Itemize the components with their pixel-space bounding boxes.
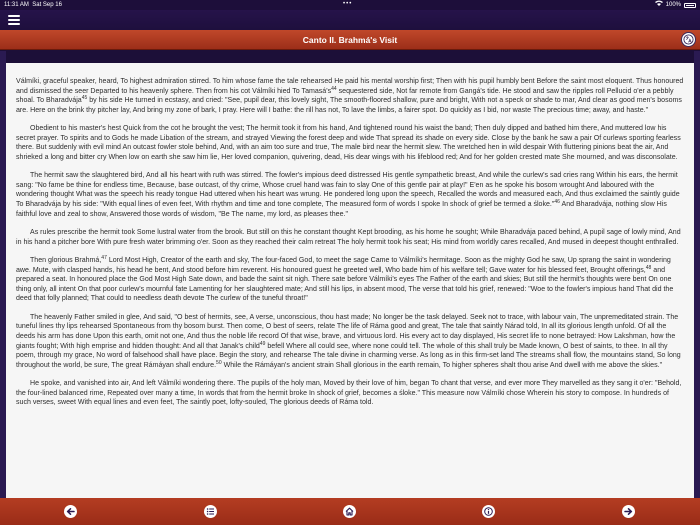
footnote-ref[interactable]: 45 (81, 95, 88, 102)
paragraph-text: befell Where all could see, where none could tell. The whole of this shall truly be Made known, O best of saints, to thee. In all thy poem, through my grace, No word of falsehood shall have place. Begin the story, and rehearse The tale divine in charming verse. As long as in this firm-set land The streams shall flow, the mountains stand, So long throughout the world, be sure, The great Rámáyan shall endure. (16, 342, 681, 369)
forward-arrow-icon[interactable] (622, 505, 635, 518)
paragraph-text: Obedient to his master's hest Quick from the cot he brought the vest; The hermit took it from his hand, And tightened round his waist the band; Then duly dipped and bathed him there, And muttered low his secret prayer. To spirits and to Gods he made Libation of the stream, and strayed Viewing the forest deep and wide That spread its shade on every side. Close by the bank he saw a pair Of curlews sporting fearless there. But suddenly with evil mind An outcast fowler stole behind, And, with an aim too sure and true, The male bird near the hermit slew. The wretched hen in wild despair With fluttering pinions beat the air, And shrieked a long and bitter cry When low on earth she saw him lie, Her loved companion, quivering, dead, His dear wings with his lifeblood red; And for her golden crested mate She mourned, and was disconsolate. (16, 125, 681, 161)
translate-icon[interactable] (681, 32, 696, 47)
back-arrow-icon[interactable] (64, 505, 77, 518)
paragraph (16, 77, 684, 115)
paragraph (16, 313, 684, 370)
paragraph-text: As rules prescribe the hermit took Some lustral water from the brook. But still on this he constant thought Kept brooding, as his home he sought; While Bharadvája paced behind, A pupil sage of lowly mind, And in his hand a pitcher bore With pure fresh water brimming o'er. Soon as they reached their calm retreat The holy hermit took his seat; His mind from worldly cares recalled, And mused in deepest thought enthralled. (16, 229, 681, 246)
paragraph (16, 256, 684, 304)
paragraph-text: sequestered side, Not far remote from Gangá's tide. He stood and saw the ripples roll Pellucid o'er a pebbly shoal. To Bharadvája (16, 87, 674, 105)
footnote-ref[interactable]: 44 (331, 85, 337, 92)
footnote-ref[interactable]: 50 (216, 359, 222, 366)
paragraph-text: Válmíki, graceful speaker, heard, To highest admiration stirred. To him whose fame the tale rehearsed He paid his mental worship first; Then with his pupil humbly bent Before the saint most eloquent. Thus honoured and dismissed the seer Departed to his heavenly sphere. Then from his cot Válmíki hied To Tamasá's (16, 78, 684, 95)
paragraph-text: The hermit saw the slaughtered bird, And all his heart with ruth was stirred. The fowler's impious deed distressed His gentle sympathetic breast, And while the curlew's sad cries rang Within his ears, the hermit sang: "No fame be thine for endless time, Because, base outcast, of thy crime, Whose cruel hand was fain to slay One of this gentle pair at play!" E'en as he spoke his bosom wrought And laboured with the wondering thought What was the speech his ready tongue Had uttered when his heart was wrung. He pondered long upon the speech, Recalled the words and measured each, And thus exclaimed the saintly guide To Bharadvája by his side: "With equal lines of even feet, With rhythm and time and tone complete, The measured form of words I spoke In shock of grief be termed a śloke." (16, 172, 680, 209)
paragraph-text: The heavenly Father smiled in glee, And said, "O best of hermits, see, A verse, unconscious, thou hast made; No longer be the task delayed. Seek not to trace, with labour vain, The unpremeditated strain. The tuneful lines thy lips rehearsed Spontaneous from thy bosom burst. Then come, O best of seers, relate The life of Ráma good and great, The tale that saintly Nárad told, In all its glorious length unfold. Of all the deeds his arm has done Upon this earth, omit not one, And thus the noble life record Of that wise, brave, and virtuous lord. His every act to day displayed, His secret life to none betrayed: How Lakshman, how the giants fought; With high emprise and hidden thought: And all that Janak's child (16, 313, 679, 350)
paragraph-text: While the Rámáyan's ancient strain Shall glorious in the earth remain, To higher spheres shalt thou arise And dwell with me above the skies." (221, 361, 663, 369)
paragraph-text: by his side He turned in ecstasy, and cried: "See, pupil dear, this lovely sight, The smooth-floored shallow, pure and bright, With not a speck or shade to mar, And clear as good men's bosoms are. Here on the brink thy pitcher lay, And bring my zone of bark, I pray. Here will I bathe: the rill has not, To lave the limbs, a fairer spot. Do quickly as I bid, nor waste The precious time; away, and haste." (16, 97, 682, 114)
paragraph (16, 379, 684, 408)
wifi-icon (655, 0, 663, 10)
footnote-ref[interactable]: 49 (259, 340, 266, 347)
reading-page[interactable] (6, 63, 694, 498)
paragraph-text: He spoke, and vanished into air, And left Válmíki wondering there. The pupils of the holy man, Moved by their love of him, began To chant that verse, and ever more They marvelled as they sang it o'er: "Behold, the four-lined balanced rime, Repeated over many a time, In words that from the hermit broke In shock of grief, becomes a śloke." This measure now Válmíki chose Wherein his story to compose. In hundreds of such verses, sweet With equal lines and even feet, The saintly poet, lofty-souled, The glorious deeds of Ráma told. (16, 380, 682, 407)
footnote-ref[interactable]: 48 (645, 264, 652, 271)
paragraph (16, 171, 684, 219)
list-icon[interactable] (204, 505, 217, 518)
footnote-ref[interactable]: 47 (101, 255, 107, 262)
paragraph-text: Then glorious Brahmá, (30, 257, 102, 265)
menu-icon[interactable] (8, 15, 20, 25)
multitasking-dots[interactable]: ••• (343, 1, 353, 7)
content-area (0, 51, 700, 498)
paragraph (16, 228, 684, 247)
paragraph-text: and prepared a seat. In honoured place the God Most High Sate down, and bade the saint sit nigh. There sate before Válmíki's eyes The Father of the earth and skies; But still the hermit's thoughts were bent On one thing only, all intent On that poor curlew's mournful fate Lamenting for her slaughtered mate; And still his lips, in absent mood, The verse that told his grief, renewed: "Woe to the fowler's impious hand That did the deed that folly planned; That could to needless death devote The curlew of the tuneful throat!" (16, 266, 674, 303)
status-right (655, 0, 696, 10)
info-icon[interactable] (482, 505, 495, 518)
status-bar (0, 0, 700, 10)
status-time-date (4, 0, 62, 10)
footer-toolbar (0, 498, 700, 525)
paragraph-text: Lord Most High, Creator of the earth and sky, The four-faced God, to meet the sage Came to Válmíki's hermitage. Soon as the mighty God he saw, Up sprang the saint in wondering awe. Mute, with clasped hands, his head he bent, And stood before him reverent. His honoured guest he greeted well, Who bade him of his welfare tell; Gave water for his blessed feet, Brought offerings, (16, 257, 671, 274)
title-bar (0, 30, 700, 50)
status-date: Sat Sep 16 (32, 2, 62, 8)
home-icon[interactable] (343, 505, 356, 518)
nav-bar (0, 10, 700, 30)
battery-percent: 100% (665, 2, 681, 8)
paragraph-text: And Bharadvája, nothing slow His faithful love and zeal to show, Answered those words of wisdom, "Be The name, my lord, as pleases thee." (16, 201, 667, 218)
paragraph (16, 124, 684, 162)
footnote-ref[interactable]: 46 (554, 199, 560, 206)
status-time: 11:31 AM (4, 2, 29, 8)
page-title: Canto II. Brahmá's Visit (302, 35, 398, 45)
battery-icon (684, 3, 696, 8)
